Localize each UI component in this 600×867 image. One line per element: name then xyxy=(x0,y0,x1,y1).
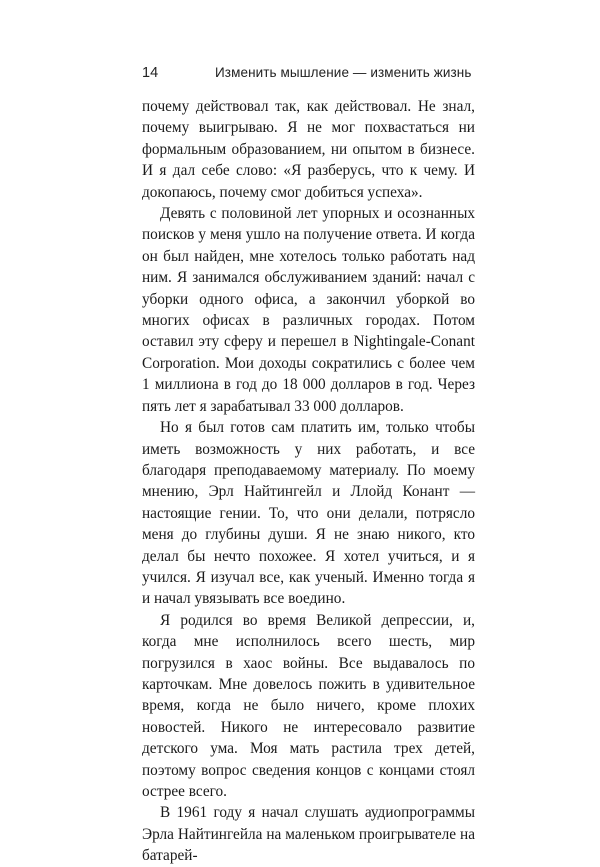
paragraph-4: Я родился во время Великой депрессии, и, когда мне исполнилось всего шесть, мир погрузился в хаос войны. Все выдавалось по карточкам. Мне довелось пожить в удивительное время, когда не было ничего, кроме плохих новостей. Никого не интересовало развитие детского ума. Моя мать растила трех детей, поэтому вопрос сведения концов с концами стоял острее всего. xyxy=(142,611,475,800)
page-number: 14 xyxy=(142,65,159,81)
body-text xyxy=(142,96,475,867)
paragraph-1: почему действовал так, как действовал. Не знал, почему выигрываю. Я не мог похвастаться ни формальным образованием, ни опытом в бизнесе. И я дал себе слово: «Я разберусь, что к чему. И докопаюсь, почему смог добиться успеха». xyxy=(142,98,475,201)
paragraph-2: Девять с половиной лет упорных и осознанных поисков у меня ушло на получение ответа. И когда он был найден, мне хотелось только работать над ним. Я занимался обслуживанием зданий: начал с уборки одного офиса, а закончил уборкой во многих офисах в различных городах. Потом оставил эту сферу и перешел в Nightingale-Conant Corporation. Мои доходы сократились с более чем 1 миллиона в год до 18 000 долларов в год. Через пять лет я зарабатывал 33 000 долларов. xyxy=(142,205,475,415)
paragraph-5: В 1961 году я начал слушать аудиопрограммы Эрла Найтингейла на маленьком проигрывателе на батарей- xyxy=(142,804,475,865)
running-header xyxy=(142,63,472,83)
paragraph-3: Но я был готов сам платить им, только чтобы иметь возможность у них работать, и все благодаря преподаваемому материалу. По моему мнению, Эрл Найтингейл и Ллойд Конант — настоящие гении. То, что они делали, потрясло меня до глубины души. Я не знаю никого, кто делал бы нечто похожее. Я хотел учиться, и я учился. Я изучал все, как ученый. Именно тогда я и начал увязывать все воедино. xyxy=(142,419,475,608)
chapter-title: Изменить мышление — изменить жизнь xyxy=(215,65,472,80)
